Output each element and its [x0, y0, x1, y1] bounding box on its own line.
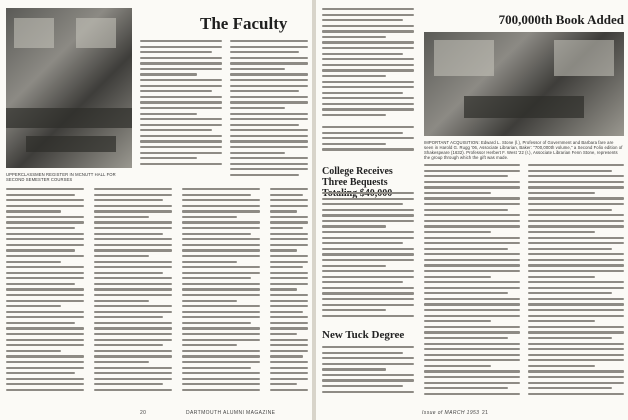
faculty-column-1: [140, 40, 222, 170]
page-title-book-added: 700,000th Book Added: [498, 12, 624, 27]
right-column-top-1: [322, 8, 414, 120]
faculty-column-2: [182, 188, 260, 403]
tuck-degree-subhead: New Tuck Degree: [322, 329, 405, 341]
center-column-body: [94, 188, 172, 403]
library-column-1: [424, 164, 520, 400]
faculty-column-4: [270, 188, 308, 403]
left-page: [0, 0, 312, 420]
folio-photo-caption: IMPORTANT ACQUISITION: Edward L. Stone (l.), Professor of Government and Barbara fare are seen in Harold G. Rugg '06, Associate Librarian, Baker: "700,000th volume," a Second Folio edition of Shakespeare (1632). Professor Herbert F. West '22 (r.), Associate Librarian Fenn Stone, represents the group through which the gift was made.: [424, 140, 623, 160]
bequests-subhead: College Receives Three Bequests: [322, 166, 393, 188]
right-page: [316, 0, 628, 420]
issue-label: [422, 410, 479, 416]
photo-caption: UPPERCLASSMEN REGISTER IN MCNUTT HALL FOR SECOND SEMESTER COURSES: [6, 172, 116, 182]
left-page-number: 20: [140, 410, 147, 416]
issue-label-text: Issue of: [422, 410, 443, 416]
library-column-2: [528, 164, 624, 400]
right-column-mid-1: [322, 126, 414, 162]
right-page-number: 21: [482, 410, 489, 416]
left-footer-title: DARTMOUTH ALUMNI MAGAZINE: [186, 410, 276, 416]
left-column-body: [6, 188, 84, 403]
page-title-faculty: The Faculty: [200, 14, 288, 33]
shakespeare-folio-photo: [424, 32, 624, 136]
faculty-column-3: [230, 40, 308, 185]
bequests-column: [322, 192, 414, 324]
issue-date: MARCH 1953: [444, 410, 480, 416]
tuck-column: [322, 346, 414, 398]
registration-photo: [6, 8, 132, 168]
